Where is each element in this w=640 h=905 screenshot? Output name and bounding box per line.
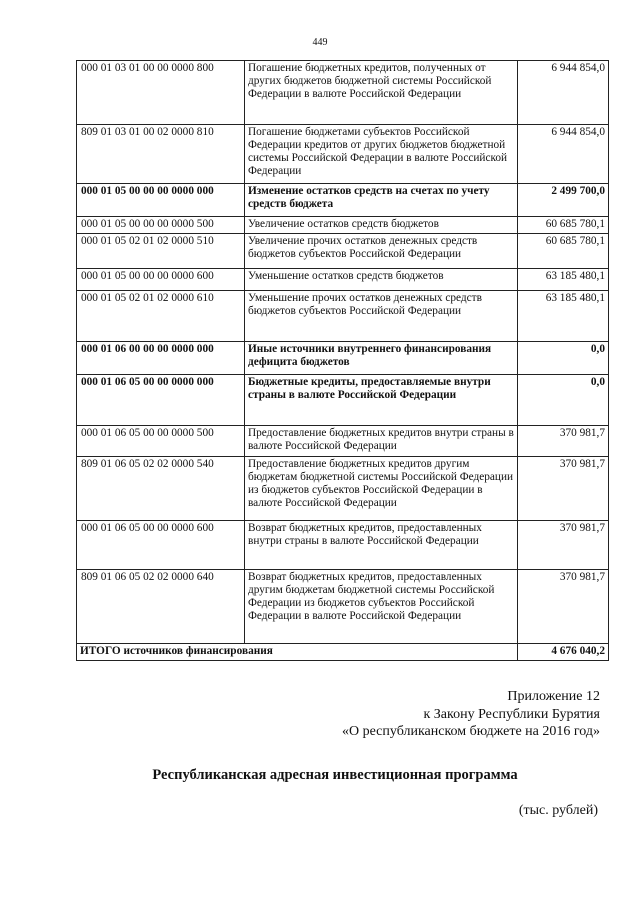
table-row — [77, 426, 609, 457]
row-code: 000 01 05 02 01 02 0000 610 — [77, 291, 245, 342]
row-amount: 370 981,7 — [518, 426, 609, 457]
page-number: 449 — [312, 37, 328, 48]
row-name: Возврат бюджетных кредитов, предоставленных внутри страны в валюте Российской Федерации — [245, 521, 518, 570]
table-row — [77, 291, 609, 342]
appendix-law-title: «О республиканском бюджете на 2016 год» — [342, 724, 600, 739]
row-amount: 63 185 480,1 — [518, 269, 609, 291]
table-row — [77, 125, 609, 184]
units-label: (тыс. рублей) — [518, 803, 598, 818]
row-name: Предоставление бюджетных кредитов другим бюджетам бюджетной системы Российской Федерации из бюджетов субъектов Российской Федерации в валюте Российской Федерации — [245, 457, 518, 521]
table-row — [77, 375, 609, 426]
table-row — [77, 234, 609, 269]
table-row — [77, 521, 609, 570]
table-row — [77, 342, 609, 375]
row-name: Возврат бюджетных кредитов, предоставленных другим бюджетам бюджетной системы Российской Федерации из бюджетов субъектов Российской Федерации в валюте Российской Федерации — [245, 570, 518, 644]
row-amount: 6 944 854,0 — [518, 61, 609, 125]
row-name: Бюджетные кредиты, предоставляемые внутри страны в валюте Российской Федерации — [245, 375, 518, 426]
total-row — [77, 644, 609, 661]
row-code: 000 01 05 02 01 02 0000 510 — [77, 234, 245, 269]
total-label: ИТОГО источников финансирования — [77, 644, 518, 661]
total-amount: 4 676 040,2 — [518, 644, 609, 661]
row-code: 000 01 05 00 00 00 0000 600 — [77, 269, 245, 291]
row-name: Увеличение прочих остатков денежных средств бюджетов субъектов Российской Федерации — [245, 234, 518, 269]
row-name: Предоставление бюджетных кредитов внутри страны в валюте Российской Федерации — [245, 426, 518, 457]
row-amount: 60 685 780,1 — [518, 234, 609, 269]
table-row — [77, 457, 609, 521]
row-code: 809 01 03 01 00 02 0000 810 — [77, 125, 245, 184]
row-code: 809 01 06 05 02 02 0000 540 — [77, 457, 245, 521]
row-code: 000 01 06 05 00 00 0000 500 — [77, 426, 245, 457]
row-code: 000 01 06 05 00 00 0000 000 — [77, 375, 245, 426]
table-row — [77, 61, 609, 125]
row-code: 809 01 06 05 02 02 0000 640 — [77, 570, 245, 644]
appendix-header — [342, 688, 600, 741]
row-name: Погашение бюджетных кредитов, полученных от других бюджетов бюджетной системы Российской Федерации в валюте Российской Федерации — [245, 61, 518, 125]
row-amount: 63 185 480,1 — [518, 291, 609, 342]
appendix-number: Приложение 12 — [507, 689, 600, 704]
table-row — [77, 570, 609, 644]
financing-sources-table — [76, 60, 609, 661]
row-amount: 370 981,7 — [518, 521, 609, 570]
row-amount: 2 499 700,0 — [518, 184, 609, 217]
table-row — [77, 184, 609, 217]
row-name: Увеличение остатков средств бюджетов — [245, 217, 518, 234]
table-body — [77, 61, 609, 644]
table-row — [77, 217, 609, 234]
row-amount: 0,0 — [518, 342, 609, 375]
row-amount: 6 944 854,0 — [518, 125, 609, 184]
row-code: 000 01 06 00 00 00 0000 000 — [77, 342, 245, 375]
row-name: Уменьшение прочих остатков денежных средств бюджетов субъектов Российской Федерации — [245, 291, 518, 342]
row-name: Иные источники внутреннего финансирования дефицита бюджетов — [245, 342, 518, 375]
row-amount: 370 981,7 — [518, 570, 609, 644]
program-title: Республиканская адресная инвестиционная программа — [152, 767, 518, 783]
table-row — [77, 269, 609, 291]
row-code: 000 01 06 05 00 00 0000 600 — [77, 521, 245, 570]
row-amount: 60 685 780,1 — [518, 217, 609, 234]
row-amount: 370 981,7 — [518, 457, 609, 521]
row-code: 000 01 05 00 00 00 0000 000 — [77, 184, 245, 217]
row-name: Погашение бюджетами субъектов Российской Федерации кредитов от других бюджетов бюджетной системы Российской Федерации в валюте Российской Федерации — [245, 125, 518, 184]
appendix-law-ref: к Закону Республики Бурятия — [423, 706, 600, 722]
row-name: Уменьшение остатков средств бюджетов — [245, 269, 518, 291]
row-code: 000 01 03 01 00 00 0000 800 — [77, 61, 245, 125]
row-code: 000 01 05 00 00 00 0000 500 — [77, 217, 245, 234]
row-amount: 0,0 — [518, 375, 609, 426]
row-name: Изменение остатков средств на счетах по учету средств бюджета — [245, 184, 518, 217]
